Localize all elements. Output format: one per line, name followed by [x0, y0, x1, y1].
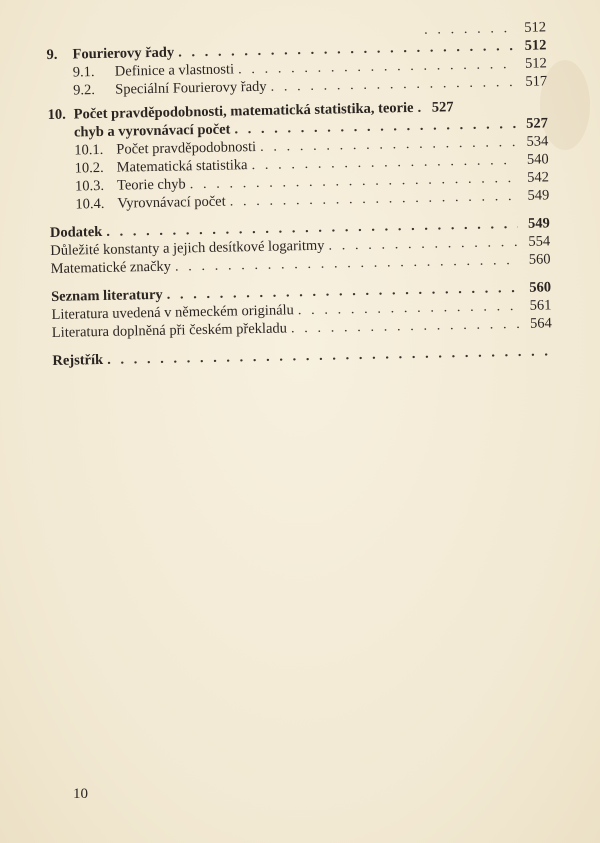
entry-title: Důležité konstanty a jejich desítkové logaritmy [50, 237, 325, 259]
section-number: 9.2. [73, 82, 96, 99]
section-number: 10.4. [75, 195, 105, 213]
toc-page-number: 560 [529, 279, 552, 296]
chapter-title: Fourierovy řady [72, 44, 175, 63]
chapter-number: 9. [46, 46, 58, 63]
section-number: 10.3. [74, 177, 105, 195]
toc-page-number: 564 [529, 315, 552, 332]
chapter-number: 10. [47, 106, 66, 123]
section-title: Speciální Fourierovy řady [115, 78, 267, 98]
section-title: Definice a vlastnosti [114, 61, 235, 80]
toc-page-number: 540 [526, 151, 549, 168]
appendix-title: Dodatek [49, 223, 103, 241]
entry-title: Literatura doplněná při českém překladu [51, 320, 288, 341]
table-of-contents [46, 18, 552, 370]
chapter-title-line-2: chyb a vyrovnávací počet [73, 121, 231, 141]
section-title: Počet pravděpodobnosti [116, 138, 257, 158]
toc-page-number: 560 [528, 251, 551, 268]
section-heading: Seznam literatury [51, 286, 163, 305]
toc-page-number: 554 [528, 233, 551, 250]
toc-page-number: 527 [431, 99, 454, 116]
toc-page-number: 527 [526, 115, 549, 132]
entry-title: Literatura uvedená v německém originálu [51, 302, 294, 323]
toc-page-number: 542 [527, 169, 550, 186]
page-folio: 10 [73, 786, 88, 802]
toc-page-number: 512 [524, 19, 547, 36]
toc-page-number: 512 [524, 55, 547, 72]
chapter-title-line-1: Počet pravděpodobnosti, matematická statistika, teorie [73, 99, 414, 123]
section-title: Teorie chyb [116, 176, 186, 194]
index-title: Rejstřík [52, 351, 104, 369]
toc-page-number: 517 [525, 73, 548, 90]
section-number: 9.1. [72, 64, 95, 81]
toc-page-number: 549 [527, 215, 550, 232]
toc-page-number: 512 [524, 37, 547, 54]
section-number: 10.1. [74, 141, 104, 159]
section-number: 10.2. [74, 159, 104, 177]
entry-title: Matematické značky [50, 258, 172, 277]
toc-page-number: 534 [526, 133, 549, 150]
section-title: Vyrovnávací počet [117, 193, 226, 212]
toc-page-number: 561 [529, 297, 552, 314]
toc-page-number: 549 [527, 187, 550, 204]
section-title: Matematická statistika [116, 157, 248, 176]
